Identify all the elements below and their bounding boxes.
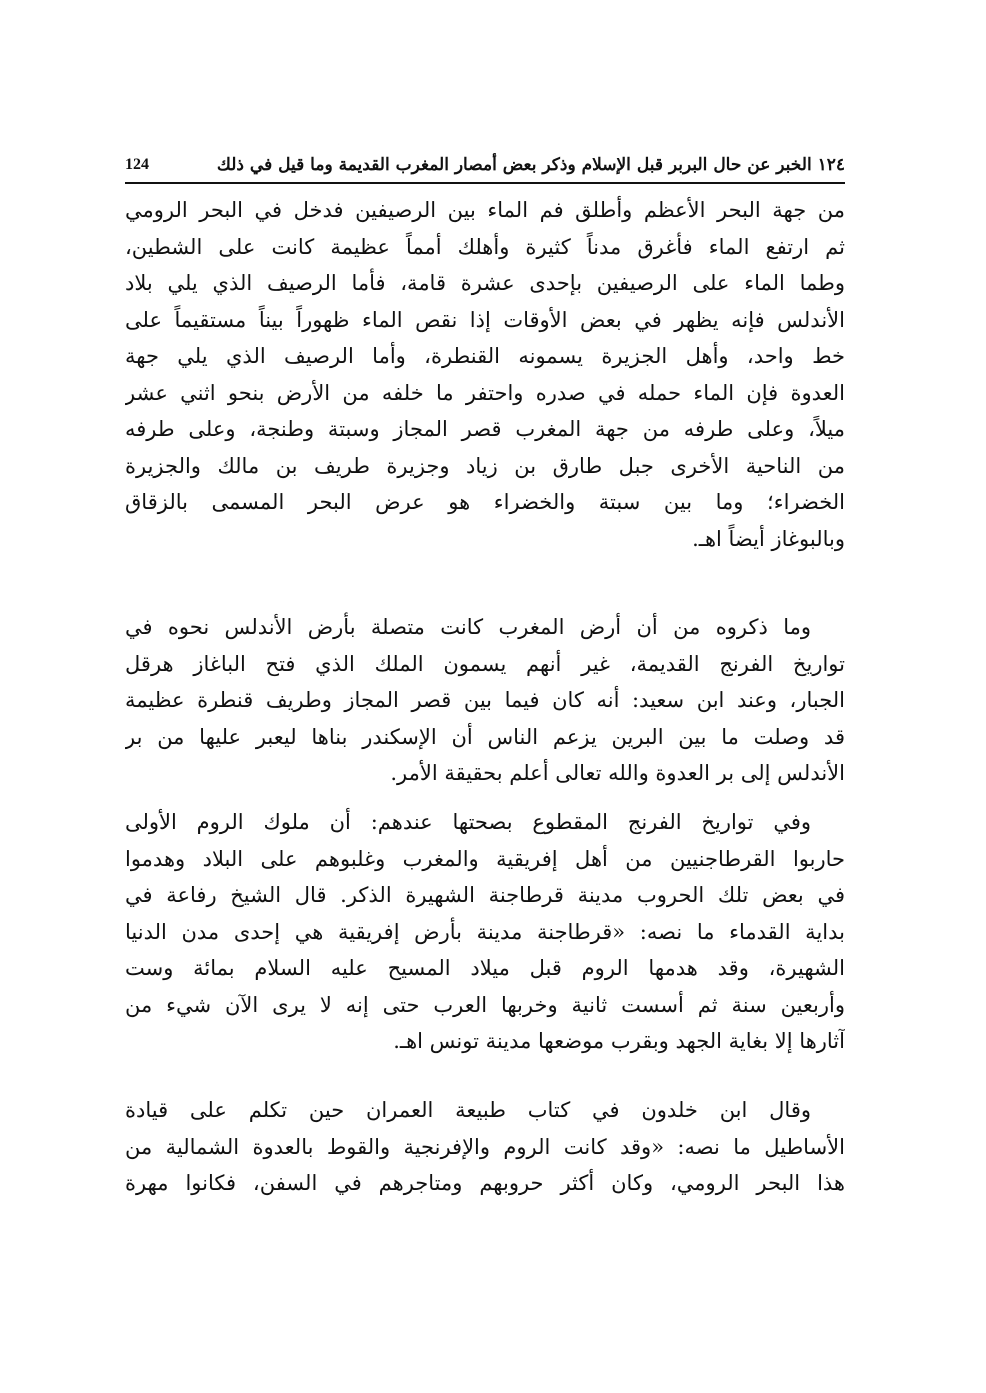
text-line: وما ذكروه من أن أرض المغرب كانت متصلة بأرض الأندلس نحوه في xyxy=(125,615,811,639)
text-line: الأساطيل ما نصه: «وقد كانت الروم والإفرنجية والقوط بالعدوة الشمالية من xyxy=(125,1134,845,1159)
text-line: من الناحية الأخرى جبل طارق بن زياد وجزيرة طريف بن مالك والجزيرة xyxy=(125,453,845,478)
text-line: ثم ارتفع الماء فأغرق مدناً كثيرة وأهلك أمماً عظيمة كانت على الشطين، xyxy=(125,234,845,259)
text-line: وفي تواريخ الفرنج المقطوع بصحتها عندهم: أن ملوك الروم الأولى xyxy=(125,810,811,834)
text-line: وطما الماء على الرصيفين بإحدى عشرة قامة، فأما الرصيف الذي يلي بلاد xyxy=(125,271,845,295)
text-line: وأربعين سنة ثم أسست ثانية وخربها العرب حتى إنه لا يرى الآن شيء من xyxy=(125,992,845,1017)
header-title: ١٢٤ الخبر عن حال البربر قبل الإسلام وذكر بعض أمصار المغرب القديمة وما قيل في ذلك xyxy=(216,155,845,175)
running-header xyxy=(125,150,845,184)
text-line: آثارها إلا بغاية الجهد وبقرب موضعها مدينة تونس اهـ. xyxy=(393,1029,845,1053)
text-line: تواريخ الفرنج القديمة، غير أنهم يسمون الملك الذي فتح الباغاز هرقل xyxy=(125,651,845,676)
text-line: وقال ابن خلدون في كتاب طبيعة العمران حين تكلم على قيادة xyxy=(125,1098,811,1122)
page-number: 124 xyxy=(125,156,149,173)
text-line: الخضراء؛ وما بين سبتة والخضراء هو عرض البحر المسمى بالزقاق xyxy=(125,490,845,514)
paragraph-4 xyxy=(125,1092,845,1202)
text-line: في بعض تلك الحروب مدينة قرطاجنة الشهيرة الذكر. قال الشيخ رفاعة في xyxy=(125,883,845,907)
text-line: خط واحد، وأهل الجزيرة يسمونه القنطرة، وأما الرصيف الذي يلي جهة xyxy=(125,344,845,368)
text-line: من جهة البحر الأعظم وأطلق فم الماء بين الرصيفين فدخل في البحر الرومي xyxy=(125,198,845,222)
text-line: الأندلس فإنه يظهر في بعض الأوقات إذا نقص الماء ظهوراً بيناً مستقيماً على xyxy=(125,307,845,332)
text-line: بداية القدماء ما نصه: «قرطاجنة مدينة بأرض إفريقية هي إحدى مدن الدنيا xyxy=(125,919,845,944)
text-line: قد وصلت ما بين البرين يزعم الناس أن الإسكندر بناها ليعبر عليها من بر xyxy=(125,724,845,749)
paragraph-2 xyxy=(125,609,845,792)
paragraph-1 xyxy=(125,192,845,557)
text-line: هذا البحر الرومي، وكان أكثر حروبهم ومتاجرهم في السفن، فكانوا مهرة xyxy=(125,1171,845,1195)
text-line: الأندلس إلى بر العدوة والله تعالى أعلم بحقيقة الأمر. xyxy=(390,761,845,785)
text-line: الشهيرة، وقد هدمها الروم قبل ميلاد المسيح عليه السلام بمائة وست xyxy=(125,956,845,980)
text-line: حاربوا القرطاجنيين من أهل إفريقية والمغرب وغلبوهم على البلاد وهدموا xyxy=(125,846,845,871)
text-line: العدوة فإن الماء حمله في صدره واحتفر ما خلفه من الأرض بنحو اثني عشر xyxy=(125,380,845,405)
text-line: الجبار، وعند ابن سعيد: أنه كان فيما بين قصر المجاز وطريف قنطرة عظيمة xyxy=(125,688,845,712)
paragraph-3 xyxy=(125,804,845,1060)
text-line: ميلاً، وعلى طرفه من جهة المغرب قصر المجاز وسبتة وطنجة، وعلى طرفه xyxy=(125,417,845,441)
text-line: وبالبوغاز أيضاً اهـ. xyxy=(692,526,845,551)
